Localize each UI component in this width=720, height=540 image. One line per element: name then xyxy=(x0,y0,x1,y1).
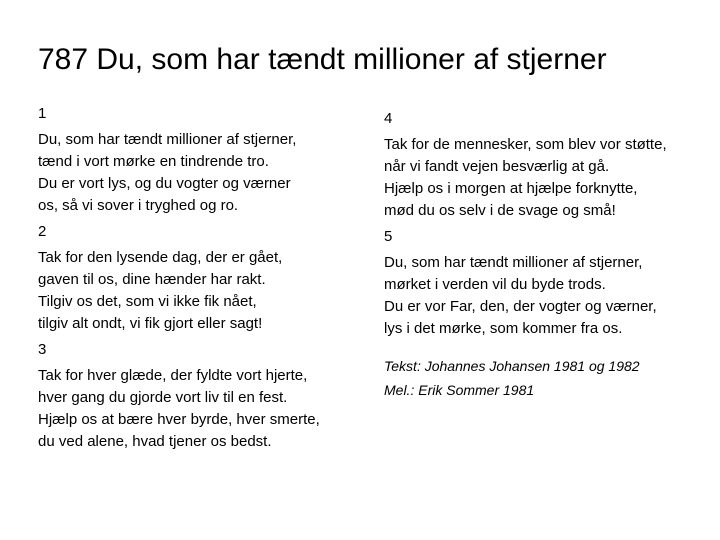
verse-line: Du, som har tændt millioner af stjerner, xyxy=(384,254,643,271)
verse-line: Du, som har tændt millioner af stjerner, xyxy=(38,131,297,148)
verse-line: Tak for den lysende dag, der er gået, xyxy=(38,249,283,266)
verse-1 xyxy=(38,103,368,217)
verse-line: Hjælp os at bære hver byrde, hver smerte, xyxy=(38,411,320,428)
verse-number: 4 xyxy=(384,110,393,127)
verse-number: 3 xyxy=(38,341,47,358)
verse-line: Tilgiv os det, som vi ikke fik nået, xyxy=(38,293,257,310)
left-column xyxy=(38,103,368,457)
verse-line: du ved alene, hvad tjener os bedst. xyxy=(38,433,272,450)
verse-4 xyxy=(384,108,714,222)
verse-number: 2 xyxy=(38,223,47,240)
verse-line: lys i det mørke, som kommer fra os. xyxy=(384,320,623,337)
verse-line: tilgiv alt ondt, vi fik gjort eller sagt! xyxy=(38,315,263,332)
verse-line: Du er vor Far, den, der vogter og værner, xyxy=(384,298,657,315)
verse-number: 1 xyxy=(38,105,47,122)
credits xyxy=(384,354,714,402)
verse-number: 5 xyxy=(384,228,393,245)
text-credit: Tekst: Johannes Johansen 1981 og 1982 xyxy=(384,358,640,374)
melody-credit: Mel.: Erik Sommer 1981 xyxy=(384,382,535,398)
verse-line: os, så vi sover i tryghed og ro. xyxy=(38,197,239,214)
verse-line: hver gang du gjorde vort liv til en fest. xyxy=(38,389,288,406)
verse-line: mød du os selv i de svage og små! xyxy=(384,202,616,219)
verse-line: når vi fandt vejen besværlig at gå. xyxy=(384,158,610,175)
right-column xyxy=(384,108,714,402)
verse-line: Hjælp os i morgen at hjælpe forknytte, xyxy=(384,180,638,197)
verse-line: gaven til os, dine hænder har rakt. xyxy=(38,271,266,288)
verse-5 xyxy=(384,226,714,340)
verse-line: Du er vort lys, og du vogter og værner xyxy=(38,175,291,192)
verse-line: Tak for hver glæde, der fyldte vort hjerte, xyxy=(38,367,308,384)
page-title: 787 Du, som har tændt millioner af stjerner xyxy=(38,43,607,76)
verse-3 xyxy=(38,339,368,453)
verse-line: tænd i vort mørke en tindrende tro. xyxy=(38,153,269,170)
verse-line: Tak for de mennesker, som blev vor støtte, xyxy=(384,136,667,153)
verse-2 xyxy=(38,221,368,335)
verse-line: mørket i verden vil du byde trods. xyxy=(384,276,606,293)
